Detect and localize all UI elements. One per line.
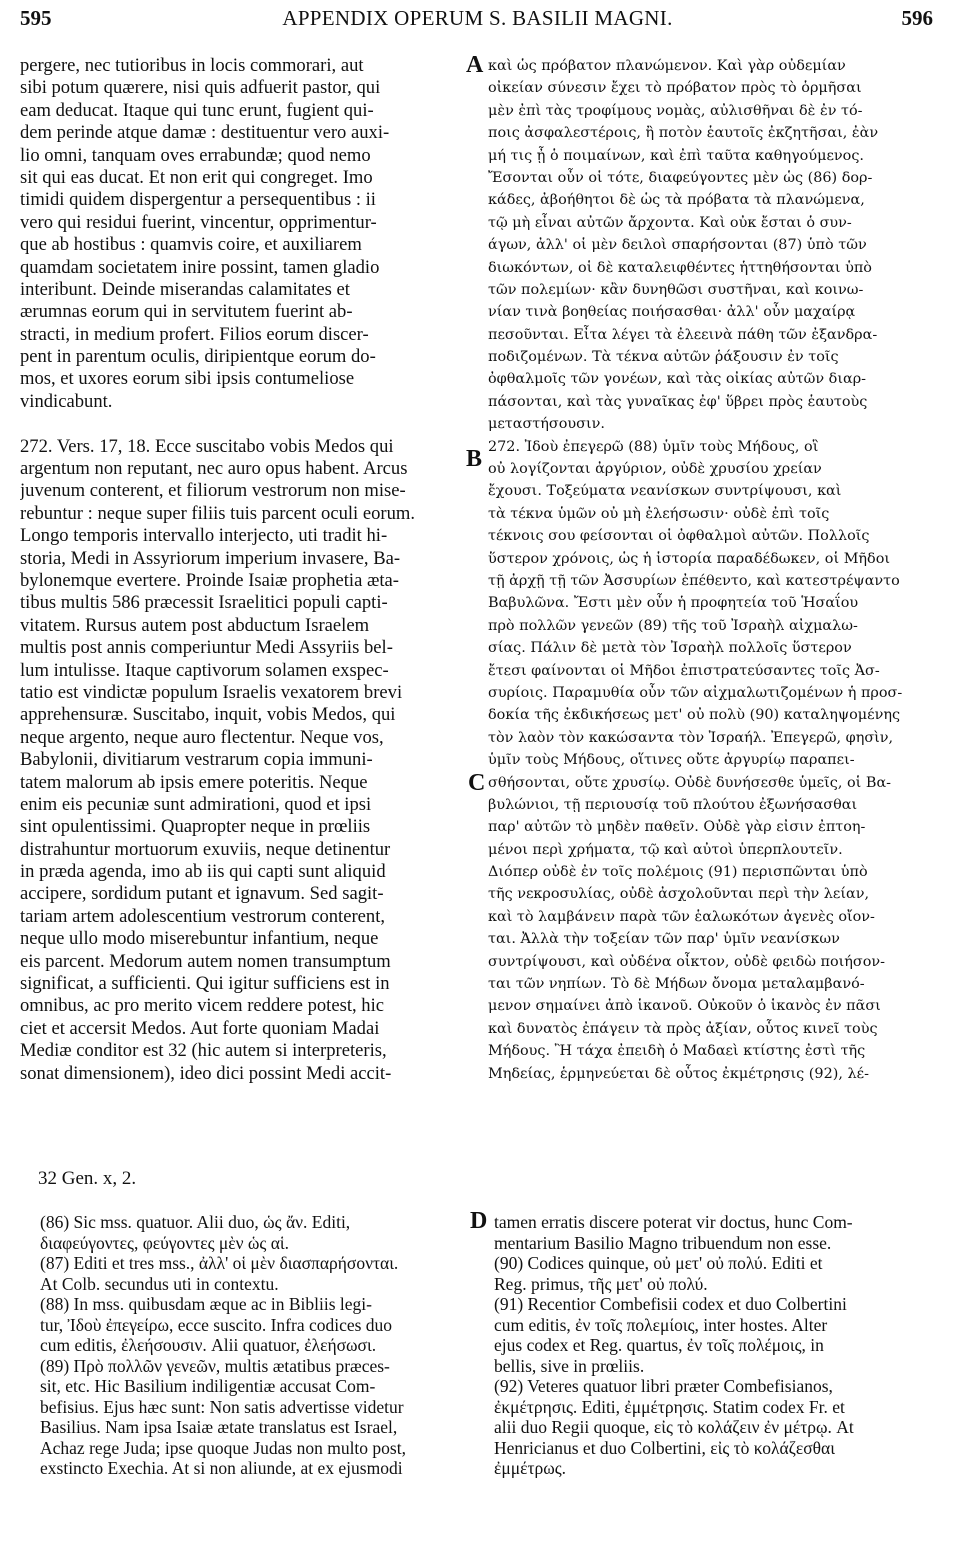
greek-text-line: Διόπερ οὐδὲ ἐν τοῖς πολέμοις (91) περισπῶνται ὑπὸ xyxy=(488,864,868,881)
latin-text-line: timidi quidem dispergentur a persequentibus : ii xyxy=(20,189,376,211)
greek-text-line: ἔχουσι. Τοξεύματα νεανίσκων συντρίψουσι, καὶ xyxy=(488,483,842,500)
latin-text-line: tariam artem adolescentium vestrorum conterent, xyxy=(20,905,386,927)
latin-text-line: multis post annis comperiuntur Medi Assyriis bel- xyxy=(20,637,393,659)
greek-text-line: μεταστήσουσιν. xyxy=(488,416,605,433)
greek-text-line: τέκνοις σου φείσονται οἱ ὀφθαλμοὶ αὐτῶν. Πολλοῖς xyxy=(488,528,870,545)
latin-text-line: tatio est vindictæ populum Israelis vexatorem brevi xyxy=(20,681,403,703)
note-line: (90) Codices quinque, οὐ μετ' οὐ πολύ. Editi et xyxy=(494,1253,823,1273)
latin-text-line: accipere, sordidum putant et ignavum. Sed sagit- xyxy=(20,883,384,905)
latin-text-line: stracti, in medium profert. Filios eorum discer- xyxy=(20,323,369,345)
latin-text-line: tatem malorum ab ipsis emere poteritis. Neque xyxy=(20,771,368,793)
latin-text-line: pergere, nec tutioribus in locis commorari, aut xyxy=(20,55,364,76)
greek-text-line: ται. Ἀλλὰ τὴν τοξείαν τῶν παρ' ὑμῖν νεανίσκων xyxy=(488,931,840,948)
section-marker-d: D xyxy=(470,1208,488,1234)
greek-text-line: τῶν πολεμίων· κἂν δυνηθῶσι συστῆναι, καὶ κοινω- xyxy=(488,281,864,298)
latin-text-line: ciet et accersit Medos. Aut forte quoniam Madai xyxy=(20,1017,380,1039)
greek-text-line: ὀφθαλμοῖς τῶν γονέων, καὶ τὰς οἰκίας αὐτῶν διαρ- xyxy=(488,371,867,388)
note-line: Achaz rege Juda; ipse quoque Judas non multo post, xyxy=(40,1437,406,1458)
greek-text-line: βυλώνιοι, τῇ περιουσίᾳ τοῦ πλούτου ἐξωνήσασθαι xyxy=(488,796,858,813)
latin-text-line: lio omni, tanquam oves errabundæ; quod nemo xyxy=(20,144,371,166)
note-line: ἐκμέτρησις. Editi, ἐμμέτρησις. Statim codex Fr. et xyxy=(494,1396,845,1417)
greek-text-line: πάσονται, καὶ τὰς γυναῖκας ἐφ' ὕβρει πρὸς ἑαυτοὺς xyxy=(488,393,868,410)
latin-text-line: Babylonii, divitiarum vestrarum copia immuni- xyxy=(20,749,373,771)
note-line: exstincto Exechia. At si non aliunde, at ex ejusmodi xyxy=(40,1458,403,1478)
section-marker-b: B xyxy=(466,446,483,472)
note-line: alii duo Regii quoque, εἰς τὸ κολάζειν ἐν μέτρῳ. At xyxy=(494,1417,854,1437)
latin-text-line: omnibus, ac pro merito vicem reddere potest, hic xyxy=(20,995,385,1017)
note-line: διαφεύγοντες, φεύγοντες μὲν ὡς αἱ. xyxy=(40,1232,289,1253)
greek-text-line: πεσοῦνται. Εἶτα λέγει τὰ ἐλεεινὰ πάθη τῶν ἐξανδρα- xyxy=(488,326,878,343)
gen-reference-footnote: 32 Gen. x, 2. xyxy=(38,1168,137,1189)
greek-text-line: 272. Ἰδοὺ ἐπεγερῶ (88) ὑμῖν τοὺς Μήδους, οἳ xyxy=(488,438,819,455)
greek-text-line: ποδιζομένων. Τὰ τέκνα αὐτῶν ῥάξουσιν ἐν τοῖς xyxy=(488,349,839,366)
latin-text-line: neque argento, neque auro flectentur. Neque vos, xyxy=(20,726,384,748)
latin-text-line: vitatem. Rursus autem post abductum Israelem xyxy=(20,614,370,636)
running-title: APPENDIX OPERUM S. BASILII MAGNI. xyxy=(282,6,673,30)
latin-text-line: neque ullo modo miserebuntur infantium, neque xyxy=(20,928,379,950)
latin-text-line: dem perinde atque damæ : destituentur vero auxi- xyxy=(20,122,390,144)
greek-text-line: Μηδείας, ἑρμηνεύεται δὲ οὗτος ἐκμέτρησις (92), λέ- xyxy=(488,1065,869,1082)
latin-text-line: eis parcent. Medorum autem nomen transumptum xyxy=(20,950,391,972)
note-line: (88) In mss. quibusdam æque ac in Bibliis legi- xyxy=(40,1294,372,1314)
latin-text-line: sint opulentissimi. Quapropter neque in prœliis xyxy=(20,816,371,838)
latin-text-line: eam deducat. Itaque qui tunc erunt, fugient qui- xyxy=(20,99,374,121)
latin-text-line: Mediæ conditor est 32 (hic autem si interpreteris, xyxy=(20,1040,387,1062)
note-line: befisius. Ejus hæc sunt: Non satis advertisse videtur xyxy=(40,1396,404,1417)
page-number-right: 596 xyxy=(901,6,933,30)
latin-text-line: bylonemque evertere. Proinde Isaiæ prophetia æta- xyxy=(20,569,399,591)
note-line: Reg. primus, τῆς μετ' οὐ πολύ. xyxy=(494,1273,708,1294)
note-line: tur, Ἰδοὺ ἐπεγείρω, ecce suscito. Infra codices duo xyxy=(40,1314,393,1335)
greek-text-line: καὶ ὡς πρόβατον πλανώμενον. Καὶ γὰρ οὐδεμίαν xyxy=(488,58,846,74)
latin-text-line: enim eis pecuniæ sunt admirationi, quod et ipsi xyxy=(20,793,372,815)
greek-text-line: καὶ τὸ λαμβάνειν παρὰ τῶν ἑαλωκότων ἀγενὲς οἴον- xyxy=(488,908,875,925)
latin-text-line: interibunt. Deinde miserandas calamitates et xyxy=(20,278,350,300)
greek-text-line: καὶ δυνατὸς ἐπάγειν τὰ πρὸς ἀξίαν, οὗτος κινεῖ τοὺς xyxy=(488,1020,878,1037)
greek-text-line: Μήδους. Ἢ τάχα ἐπειδὴ ὁ Μαδαεὶ κτίστης ἐστὶ τῆς xyxy=(488,1043,866,1060)
note-line: ejus codex et Reg. quartus, ἐν τοῖς πολέμοις, in xyxy=(494,1335,824,1355)
greek-text-line: μένοι περὶ χρήματα, τῷ καὶ αὐτοὶ ὑπερπλουτεῖν. xyxy=(488,841,843,858)
latin-text-line: distrahuntur mortuorum exuviis, neque detinentur xyxy=(20,838,391,860)
greek-text-line: διωκόντων, οἱ δὲ καταλειφθέντες ἡττηθήσονται ὑπὸ xyxy=(488,259,872,276)
note-line: mentarium Basilio Magno tribuendum non esse. xyxy=(494,1232,832,1253)
section-marker-c: C xyxy=(468,770,486,796)
latin-text-line: vero qui residui fuerint, vincentur, opprimentur- xyxy=(20,211,377,233)
latin-text-line: pent in parentum oculis, diripientque eorum do- xyxy=(20,346,376,368)
note-line: ἐμμέτρως. xyxy=(494,1458,567,1478)
latin-column xyxy=(20,55,472,1170)
note-line: (86) Sic mss. quatuor. Alii duo, ὡς ἄν. Editi, xyxy=(40,1212,351,1232)
greek-text-line: σίας. Πάλιν δὲ μετὰ τὸν Ἰσραὴλ πολλοῖς ὕστερον xyxy=(488,640,852,657)
greek-text-line: τὸν λαὸν τὸν κακώσαντα τὸν Ἰσραήλ. Ἐπεγερῶ, φησὶν, xyxy=(488,729,894,746)
latin-text-line: juvenum conterent, et filiorum vestrorum non mise- xyxy=(20,480,406,502)
latin-text-line xyxy=(20,413,472,435)
greek-text-line: σθήσονται, οὔτε χρυσίῳ. Οὐδὲ δυνήσεσθε ὑμεῖς, οἱ Βα- xyxy=(488,774,892,791)
greek-text-line: συρίοις. Παραμυθία οὖν τῶν αἰχμαλωτιζομένων ἡ προσ- xyxy=(488,684,903,701)
greek-text-line: Ἔσονται οὖν οἱ τότε, διαφεύγοντες μὲν ὡς (86) δορ- xyxy=(488,169,873,186)
page-number-left: 595 xyxy=(20,6,52,30)
latin-text-line: 272. Vers. 17, 18. Ecce suscitabo vobis Medos qui xyxy=(20,435,394,457)
latin-text-line: apprehensuræ. Suscitabo, inquit, vobis Medos, qui xyxy=(20,704,396,726)
latin-text-line: significat, a sufficienti. Qui igitur sufficiens est in xyxy=(20,973,390,995)
latin-text-line: que ab hostibus : quamvis coire, et auxiliarem xyxy=(20,234,362,256)
note-line: At Colb. secundus uti in contextu. xyxy=(40,1273,279,1294)
greek-text-line: ὕστερον χρόνοις, ὡς ἡ ἱστορία παραδέδωκεν, οἱ Μῆδοι xyxy=(488,550,891,567)
greek-text-line: οὐ λογίζονται ἀργύριον, οὐδὲ χρυσίου χρείαν xyxy=(488,461,822,478)
greek-text-line: μενον σημαίνει ἀπὸ ἱκανοῦ. Οὐκοῦν ὁ ἱκανὸς ἐν πᾶσι xyxy=(488,998,881,1015)
note-line: cum editis, ἐν τοῖς πολεμίοις, inter hostes. Alter xyxy=(494,1314,828,1335)
running-header xyxy=(0,0,955,44)
greek-text-line: κάδες, ἀβοήθητοι δὲ ὡς τὰ πρόβατα τὰ πλανώμενα, xyxy=(488,192,865,209)
greek-text-line: τῷ μὴ εἶναι αὐτῶν ἄρχοντα. Καὶ οὐκ ἔσται ὁ συν- xyxy=(488,214,852,231)
greek-text-line: συντρίψουσι, καὶ οὐδένα οἶκτον, οὐδὲ φειδὼ ποιήσον- xyxy=(488,953,886,970)
greek-text-line: νίαν τινὰ βοηθείας ποιήσασθαι· ἀλλ' οὖν μαχαίρᾳ xyxy=(488,304,856,321)
latin-text-line: Longo temporis intervallo interjecto, uti tradit hi- xyxy=(20,525,388,547)
note-line: Henricianus et duo Colbertini, εἰς τὸ κολάζεσθαι xyxy=(494,1437,835,1458)
greek-text-line: τὰ τέκνα ὑμῶν οὐ μὴ ἐλεήσωσιν· οὐδὲ ἐπὶ τοῖς xyxy=(488,505,830,522)
greek-text-line: οἰκείαν σύνεσιν ἔχει τὸ πρόβατον πρὸς τὸ ὁρμῆσαι xyxy=(488,80,862,97)
greek-text-line: παρ' αὐτῶν τὸ μηδὲν παθεῖν. Οὐδὲ γὰρ εἰσιν ἐπτοη- xyxy=(488,819,866,836)
latin-text-line: quamdam societatem inire possint, tamen gladio xyxy=(20,256,380,278)
greek-text-line: ὑμῖν τοὺς Μήδους, οἵτινες οὔτε ἀργυρίῳ παραπει- xyxy=(488,752,855,769)
latin-text-line: sit qui eas ducat. Et non erit qui congreget. Imo xyxy=(20,166,373,188)
latin-text-line: sibi potum quærere, nisi quis adfuerit pastor, qui xyxy=(20,77,381,99)
note-line: (87) Editi et tres mss., ἀλλ' οἱ μὲν διασπαρήσονται. xyxy=(40,1253,399,1273)
greek-column xyxy=(488,55,936,1170)
latin-text-line: tibus multis 586 præcessit Israelitici populi capti- xyxy=(20,592,388,614)
note-line: (92) Veteres quatuor libri præter Combefisianos, xyxy=(494,1376,833,1396)
greek-text-line: μὲν ἐπὶ τὰς τροφίμους νομὰς, αὐλισθῆναι δὲ ἐν τό- xyxy=(488,102,863,119)
greek-text-line: άγων, ἀλλ' οἱ μὲν δειλοὶ σπαρήσονται (87) ὑπὸ τῶν xyxy=(488,237,867,254)
note-line: cum editis, ἐλεήσουσιν. Alii quatuor, ἐλεήσωσι. xyxy=(40,1335,377,1355)
greek-text-line: Βαβυλῶνα. Ἔστι μὲν οὖν ἡ προφητεία τοῦ Ἡσαΐου xyxy=(488,595,859,612)
latin-text-line: rebuntur : neque super filiis tuis parcent oculi eorum. xyxy=(20,502,416,524)
note-line: sit, etc. Hic Basilium indiligentiæ accusat Com- xyxy=(40,1376,376,1396)
latin-text-line: mos, et uxores eorum sibi ipsis contumeliose xyxy=(20,368,355,390)
greek-text-line: τῇ ἀρχῇ τῇ τῶν Ἀσσυρίων ἐπέθεντο, καὶ κατεστρέψαντο xyxy=(488,572,900,589)
greek-text-line: ποις ἀσφαλεστέροις, ἢ ποτὸν ἑαυτοῖς ἐκζητῆσαι, ἐὰν xyxy=(488,125,879,142)
note-line: Basilius. Nam ipsa Isaiæ ætate translatus est Israel, xyxy=(40,1417,398,1437)
latin-text-line: lum intulisse. Itaque captivorum solamen exspec- xyxy=(20,659,389,681)
greek-text-line: ἔτεσι φαίνονται οἱ Μῆδοι ἐπιστρατεύσαντες τοῖς Ἀσ- xyxy=(488,662,880,679)
greek-text-line: δοκία τῆς ἐκδικήσεως μετ' οὐ πολὺ (90) καταληψομένης xyxy=(488,707,901,724)
latin-text-line: vindicabunt. xyxy=(20,390,113,412)
note-line: (89) Πρὸ πολλῶν γενεῶν, multis ætatibus præces- xyxy=(40,1355,390,1376)
latin-text-line: storia, Medi in Assyriorum imperium invasere, Ba- xyxy=(20,547,401,569)
latin-text-line: sonat dimensionem), ideo dici possint Medi accit- xyxy=(20,1062,392,1084)
latin-text-line: in præda agenda, imo ab iis qui capti sunt aliquid xyxy=(20,861,386,883)
notes-right-column xyxy=(494,1212,934,1552)
greek-text-line: ται τῶν νηπίων. Τὸ δὲ Μήδων ὄνομα μεταλαμβανό- xyxy=(488,976,865,993)
section-marker-a: A xyxy=(466,52,484,78)
greek-text-line: μή τις ᾖ ὁ ποιμαίνων, καὶ ἐπὶ ταῦτα καθηγούμενος. xyxy=(488,147,864,164)
note-line: tamen erratis discere poterat vir doctus, hunc Com- xyxy=(494,1212,853,1232)
greek-text-line: πρὸ πολλῶν γενεῶν (89) τῆς τοῦ Ἰσραὴλ αἰχμαλω- xyxy=(488,617,858,634)
note-line: (91) Recentior Combefisii codex et duo Colbertini xyxy=(494,1294,847,1314)
note-line: bellis, sive in prœliis. xyxy=(494,1355,645,1376)
greek-text-line: τῆς νεκροσυλίας, οὐδὲ ἀσχολοῦνται περὶ τὴν λείαν, xyxy=(488,886,870,903)
latin-text-line: ærumnas eorum qui in servitutem fuerint ab- xyxy=(20,301,353,323)
notes-left-column xyxy=(40,1212,472,1552)
latin-text-line: argentum non reputant, nec auro opus habent. Arcus xyxy=(20,458,408,480)
